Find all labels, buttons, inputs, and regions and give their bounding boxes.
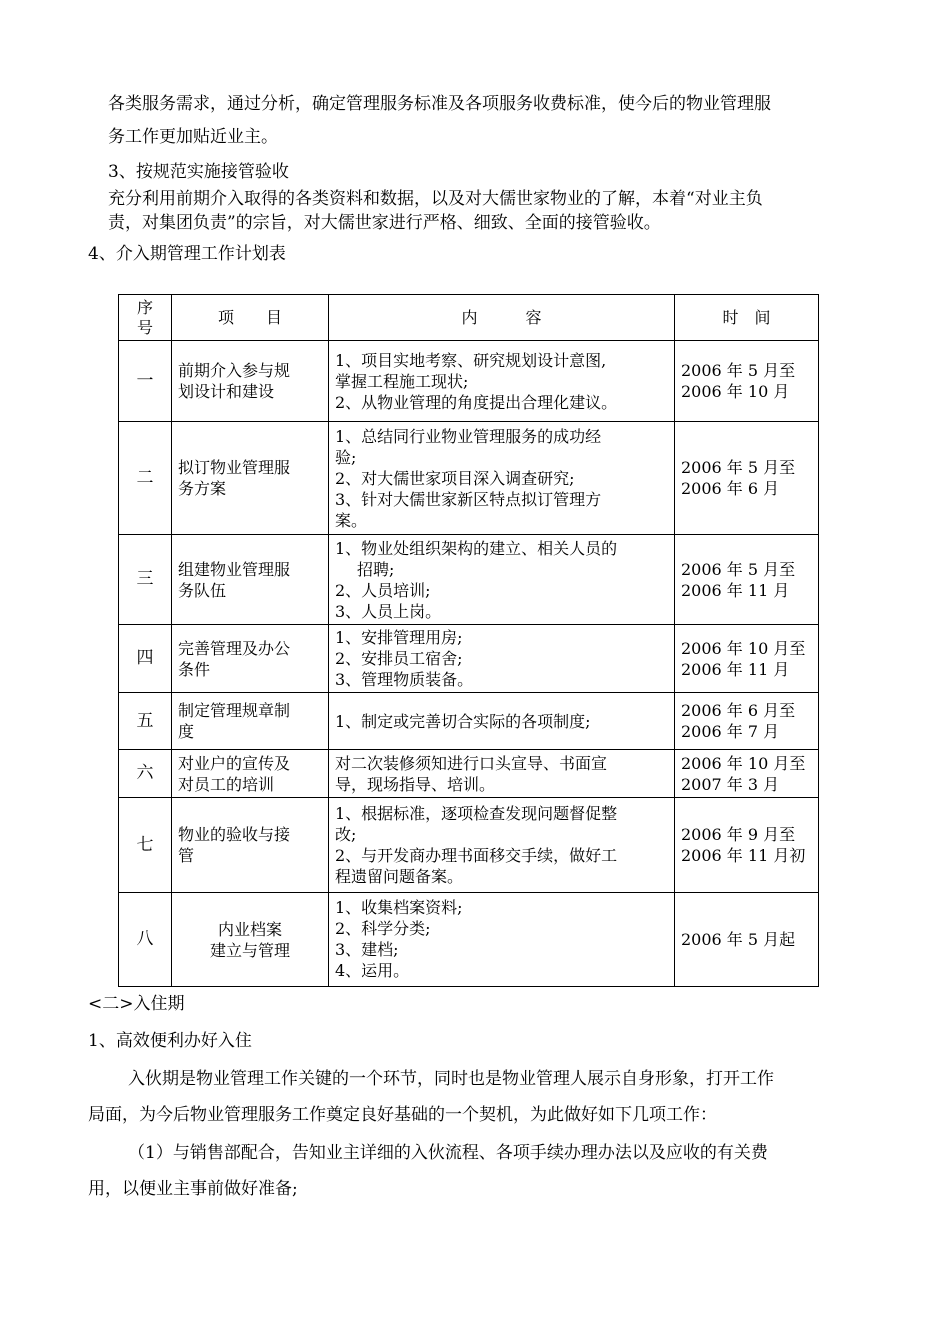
header-item: 项 目 bbox=[172, 295, 329, 341]
table-row bbox=[119, 893, 819, 987]
plan-table bbox=[118, 294, 819, 987]
row-num: 六 bbox=[119, 750, 172, 798]
row-num: 八 bbox=[119, 893, 172, 987]
row-item: 拟订物业管理服 务方案 bbox=[172, 422, 329, 535]
row-time: 2006 年 9 月至 2006 年 11 月初 bbox=[675, 798, 819, 893]
row-time: 2006 年 5 月至 2006 年 10 月 bbox=[675, 341, 819, 422]
section-2-para-2-line-1: （1）与销售部配合，告知业主详细的入伙流程、各项手续办理办法以及应收的有关费 bbox=[128, 1143, 768, 1163]
row-item: 完善管理及办公 条件 bbox=[172, 625, 329, 693]
section-2-para-1-line-1: 入伙期是物业管理工作关键的一个环节，同时也是物业管理人展示自身形象，打开工作 bbox=[128, 1069, 774, 1089]
row-content: 1、制定或完善切合实际的各项制度; bbox=[329, 693, 675, 750]
row-content: 对二次装修须知进行口头宣导、书面宣 导，现场指导、培训。 bbox=[329, 750, 675, 798]
table-row bbox=[119, 750, 819, 798]
row-num: 七 bbox=[119, 798, 172, 893]
row-num: 一 bbox=[119, 341, 172, 422]
row-num: 三 bbox=[119, 535, 172, 625]
row-content: 1、收集档案资料; 2、科学分类; 3、建档; 4、运用。 bbox=[329, 893, 675, 987]
row-item: 制定管理规章制 度 bbox=[172, 693, 329, 750]
section-2-heading: <二>入住期 bbox=[88, 994, 185, 1014]
row-num: 四 bbox=[119, 625, 172, 693]
table-row bbox=[119, 693, 819, 750]
row-item: 内业档案 建立与管理 bbox=[172, 893, 329, 987]
para-line-2: 责，对集团负责”的宗旨，对大儒世家进行严格、细致、全面的接管验收。 bbox=[108, 213, 661, 233]
table-header-row bbox=[119, 295, 819, 341]
table-row bbox=[119, 625, 819, 693]
para-line-1: 充分利用前期介入取得的各类资料和数据，以及对大儒世家物业的了解，本着“对业主负 bbox=[108, 189, 763, 209]
row-content: 1、总结同行业物业管理服务的成功经 验; 2、对大儒世家项目深入调查研究; 3、针对大儒世家新区特点拟订管理方 案。 bbox=[329, 422, 675, 535]
table-row bbox=[119, 422, 819, 535]
row-content: 1、项目实地考察、研究规划设计意图, 掌握工程施工现状; 2、从物业管理的角度提出合理化建议。 bbox=[329, 341, 675, 422]
intro-line-2: 务工作更加贴近业主。 bbox=[108, 127, 278, 147]
header-content: 内 容 bbox=[329, 295, 675, 341]
row-time: 2006 年 5 月至 2006 年 6 月 bbox=[675, 422, 819, 535]
table-row bbox=[119, 341, 819, 422]
section-2-para-1-line-2: 局面，为今后物业管理服务工作奠定良好基础的一个契机，为此做好如下几项工作： bbox=[88, 1105, 717, 1125]
row-time: 2006 年 6 月至 2006 年 7 月 bbox=[675, 693, 819, 750]
header-time: 时 间 bbox=[675, 295, 819, 341]
row-content: 1、安排管理用房; 2、安排员工宿舍; 3、管理物质装备。 bbox=[329, 625, 675, 693]
intro-line-1: 各类服务需求，通过分析，确定管理服务标准及各项服务收费标准，使今后的物业管理服 bbox=[108, 94, 771, 114]
row-num: 二 bbox=[119, 422, 172, 535]
row-time: 2006 年 10 月至 2006 年 11 月 bbox=[675, 625, 819, 693]
row-time: 2006 年 5 月至 2006 年 11 月 bbox=[675, 535, 819, 625]
row-item: 物业的验收与接 管 bbox=[172, 798, 329, 893]
header-num: 序 号 bbox=[119, 295, 172, 341]
heading-4: 4、介入期管理工作计划表 bbox=[88, 244, 286, 264]
row-item: 组建物业管理服 务队伍 bbox=[172, 535, 329, 625]
table-row bbox=[119, 798, 819, 893]
row-time: 2006 年 10 月至 2007 年 3 月 bbox=[675, 750, 819, 798]
row-num: 五 bbox=[119, 693, 172, 750]
row-time: 2006 年 5 月起 bbox=[675, 893, 819, 987]
row-item: 对业户的宣传及 对员工的培训 bbox=[172, 750, 329, 798]
section-2-para-2-line-2: 用，以便业主事前做好准备; bbox=[88, 1179, 298, 1199]
table-row bbox=[119, 535, 819, 625]
row-content: 1、物业处组织架构的建立、相关人员的 招聘; 2、人员培训; 3、人员上岗。 bbox=[329, 535, 675, 625]
section-2-sub-1: 1、高效便利办好入住 bbox=[88, 1031, 252, 1051]
row-content: 1、根据标准，逐项检查发现问题督促整 改; 2、与开发商办理书面移交手续，做好工 程遗留问题备案。 bbox=[329, 798, 675, 893]
row-item: 前期介入参与规 划设计和建设 bbox=[172, 341, 329, 422]
heading-3: 3、按规范实施接管验收 bbox=[108, 162, 289, 182]
